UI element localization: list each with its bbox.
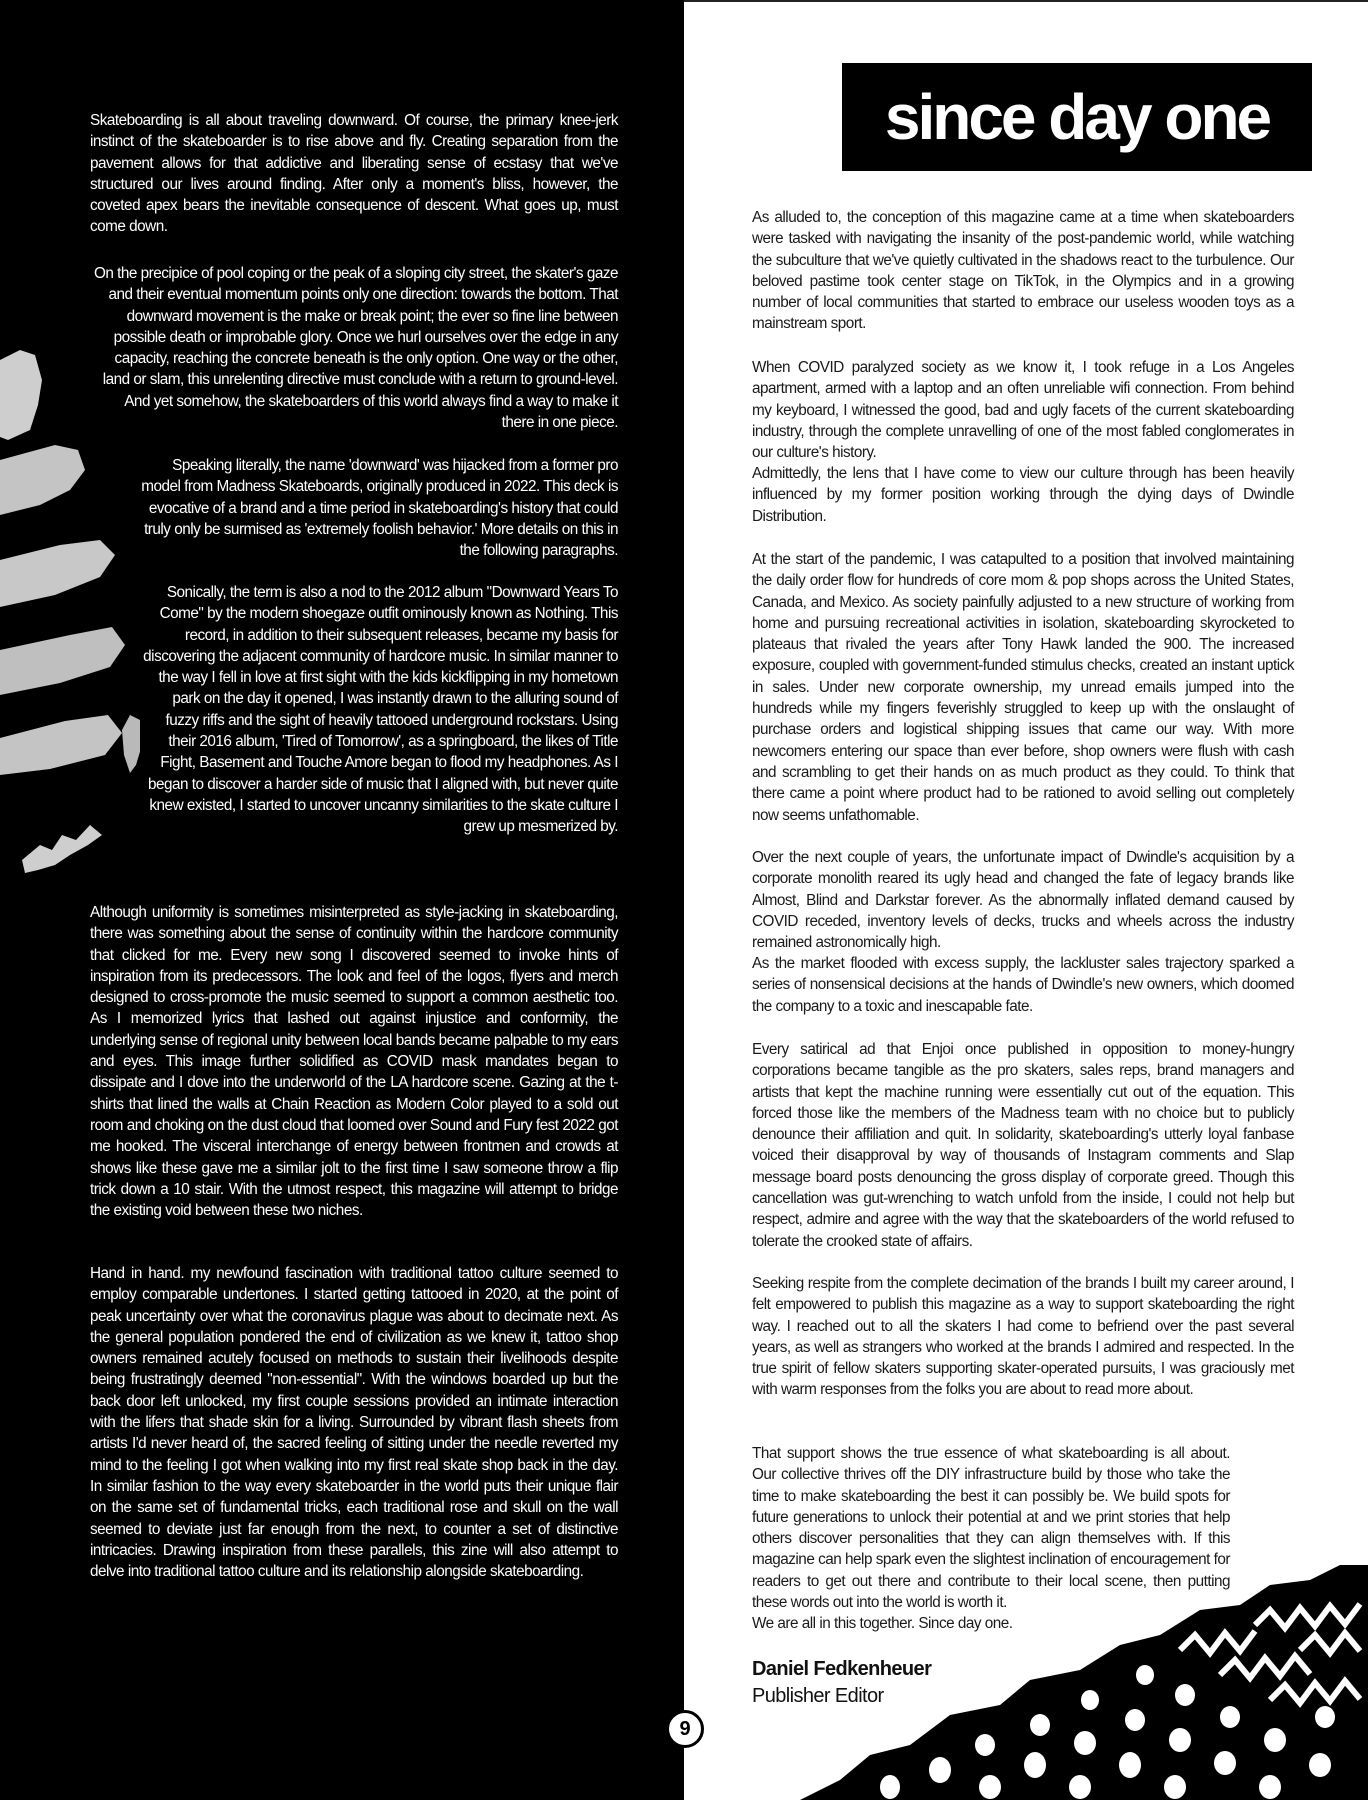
- signature-role: Publisher Editor: [752, 1685, 884, 1707]
- downward-name-paragraph: Speaking literally, the name 'downward' was hijacked from a former pro model from Madness Skateboards, originally produced in 2022. This deck is evocative of a brand and a time period in skateboarding's history that could truly only be surmised as 'extremely foolish behavior.' More details on this in the following paragraphs.: [141, 457, 618, 560]
- title-banner: [842, 63, 1312, 171]
- page-number: [666, 1710, 704, 1748]
- page-title: since day one: [884, 81, 1270, 153]
- market-paragraph: As the market flooded with excess supply, the lackluster sales trajectory sparked a series of nonsensical decisions at the hands of Dwindle's new owners, which doomed the company to a toxic and inescapable fate.: [752, 955, 1294, 1015]
- tattoo-paragraph: Hand in hand. my newfound fascination with traditional tattoo culture seemed to employ comparable undertones. I started getting tattooed in 2020, at the point of peak uncertainty over what the coronavirus plague was about to decimate next. As the general population pondered the end of civilization as we knew it, tattoo shop owners remained acutely focused on methods to sustain their livelihoods despite being frustratingly deemed "non-essential". With the windows boarded up but the back door left unlocked, my first couple sessions provided an intimate interaction with the lifers that shade skin for a living. Surrounded by vibrant flash sheets from artists I'd never heard of, the sacred feeling of sitting under the needle reverted my mind to the feeling I got when walking into my first real skate shop back in the day. In similar fashion to the way every skateboarder in the world puts their unique flair on the same set of fundamental tricks, each traditional rose and skull on the wall seemed to deviate just far enough from the next, to counter a set of distinctive intricacies. Drawing inspiration from these parallels, this zine will also attempt to delve into traditional tattoo culture and its relationship alongside skateboarding.: [90, 1265, 618, 1581]
- enjoi-paragraph: Every satirical ad that Enjoi once published in opposition to money-hungry corporations became tangible as the pro skaters, sales reps, brand managers and artists that kept the machine running were essentially cut out of the equation. This forced those like the members of the Madness team with no choice but to publicly denounce their affiliation and quit. In solidarity, skateboarding's utterly loyal fanbase voiced their disapproval by way of thousands of Instagram comments and Slap message board posts denouncing the gross display of corporate greed. Though this cancellation was gut-wrenching to watch unfold from the inside, I could not help but respect, admire and agree with the way that the skateboarders of the world refused to tolerate the crooked state of affairs.: [752, 1041, 1294, 1250]
- acquisition-paragraph: Over the next couple of years, the unfortunate impact of Dwindle's acquisition by a corporate monolith reared its ugly head and changed the fate of legacy brands like Almost, Blind and Darkstar forever. As the abnormally inflated demand caused by COVID receded, inventory levels of decks, trucks and wheels across the industry remained astronomically high.: [752, 849, 1294, 952]
- covid-paragraph: When COVID paralyzed society as we know it, I took refuge in a Los Angeles apartment, armed with a laptop and an often unreliable wifi connection. From behind my keyboard, I witnessed the good, bad and ugly facets of the current skateboarding industry, through the complete unravelling of one of the most fabled conglomerates in our culture's history.: [752, 359, 1294, 462]
- lens-paragraph: Admittedly, the lens that I have come to view our culture through has been heavily influenced by my former position working through the dying days of Dwindle Distribution.: [752, 465, 1294, 525]
- sonically-paragraph: Sonically, the term is also a nod to the 2012 album "Downward Years To Come" by the modern shoegaze outfit ominously known as Nothing. This record, in addition to their subsequent releases, became my basis for discovering the adjacent community of hardcore music. In similar manner to the way I fell in love at first sight with the kids kickflipping in my hometown park on the day it opened, I was instantly drawn to the alluring sound of fuzzy riffs and the sight of heavily tattooed underground rockstars. Using their 2016 album, 'Tired of Tomorrow', as a springboard, the likes of Title Fight, Basement and Touche Amore began to flood my headphones. As I began to discover a harder side of music that I aligned with, but never quite knew existed, I started to uncover uncanny similarities to the skate culture I grew up mesmerized by.: [143, 584, 618, 836]
- closing-line: We are all in this together. Since day one.: [752, 1615, 1013, 1632]
- support-paragraph: That support shows the true essence of what skateboarding is all about. Our collective thrives off the DIY infrastructure build by those who take the time to make skateboarding the best it can possibly be. We build spots for future generations to unlock their potential at and we print stories that help others discover personalities that they can align themselves with. If this magazine can help spark even the slightest inclination of encouragement for readers to get out there and contribute to their local scene, then putting these words out into the world is worth it.: [752, 1445, 1230, 1612]
- polka-dot-zigzag-decoration: [800, 1565, 1368, 1800]
- page-number-text: 9: [679, 1717, 691, 1740]
- top-rule: [684, 0, 1368, 2]
- intro-paragraph: Skateboarding is all about traveling downward. Of course, the primary knee-jerk instinct of the skateboarder is to rise above and fly. Creating separation from the pavement allows for that addictive and liberating sense of ecstasy that we've structured our lives around finding. After only a moment's bliss, however, the coveted apex bears the inevitable consequence of descent. What goes up, must come down.: [90, 112, 618, 236]
- pandemic-paragraph: At the start of the pandemic, I was catapulted to a position that involved maintaining the daily order flow for hundreds of core mom & pop shops across the United States, Canada, and Mexico. As society painfully adjusted to a new structure of working from home and pursuing recreational activities in isolation, skateboarding skyrocketed to plateaus that rivaled the years after Tony Hawk landed the 900. The increased exposure, coupled with government-funded stimulus checks, created an instant uptick in sales. Under new corporate ownership, my unread emails jumped into the hundreds while my fingers feverishly struggled to keep up with the onslaught of purchase orders and logistical shipping issues that came our way. With more newcomers entering our space than ever before, shop owners were flush with cash and scrambling to get their hands on as much product as they could. To think that there came a point where product had to be rationed to avoid selling out completely now seems unfathomable.: [752, 551, 1294, 824]
- signature-name: Daniel Fedkenheuer: [752, 1658, 932, 1680]
- uniformity-paragraph: Although uniformity is sometimes misinterpreted as style-jacking in skateboarding, there was something about the sense of continuity within the hardcore community that clicked for me. Every new song I discovered seemed to invoke hints of inspiration from its predecessors. The look and feel of the logos, flyers and merch designed to cross-promote the music seemed to support a common aesthetic too. As I memorized lyrics that lashed out against injustice and conformity, the underlying sense of regional unity between local bands became palpable to my ears and eyes. This image further solidified as COVID mask mandates began to dissipate and I dove into the underworld of the LA hardcore scene. Gazing at the t-shirts that lined the walls at Chain Reaction as Modern Color played to a sold out room and choking on the dust cloud that loomed over Sound and Fury fest 2022 got me hooked. The visceral interchange of energy between frontmen and crowds at shows like these gave me a similar jolt to the first time I saw someone throw a flip trick down a 10 stair. With the utmost respect, this magazine will attempt to bridge the existing void between these two niches.: [90, 904, 618, 1220]
- precipice-paragraph: On the precipice of pool coping or the peak of a sloping city street, the skater's gaze and their eventual momentum points only one direction: towards the bottom. That downward movement is the make or break point; the ever so fine line between possible death or improbable glory. Once we hurl ourselves over the edge in any capacity, reaching the concrete beneath is the only option. One way or the other, land or slam, this unrelenting directive must conclude with a return to ground-level. And yet somehow, the skateboarders of this world always find a way to make it there in one piece.: [93, 265, 618, 432]
- respite-paragraph: Seeking respite from the complete decimation of the brands I built my career around, I felt empowered to publish this magazine as a way to support skateboarding the right way. I reached out to all the skaters I had come to befriend over the past several years, as well as strangers who worked at the brands I admired and respected. In the true spirit of fellow skaters supporting skater-operated pursuits, I was graciously met with warm responses from the folks you are about to read more about.: [752, 1275, 1294, 1399]
- conception-paragraph: As alluded to, the conception of this magazine came at a time when skateboarders were tasked with navigating the insanity of the post-pandemic world, while watching the subculture that we've quietly cultivated in the shadows react to the turbulence. Our beloved pastime took center stage on TikTok, in the Olympics and in a growing number of local communities that started to embrace our useless wooden toys as a mainstream sport.: [752, 209, 1294, 333]
